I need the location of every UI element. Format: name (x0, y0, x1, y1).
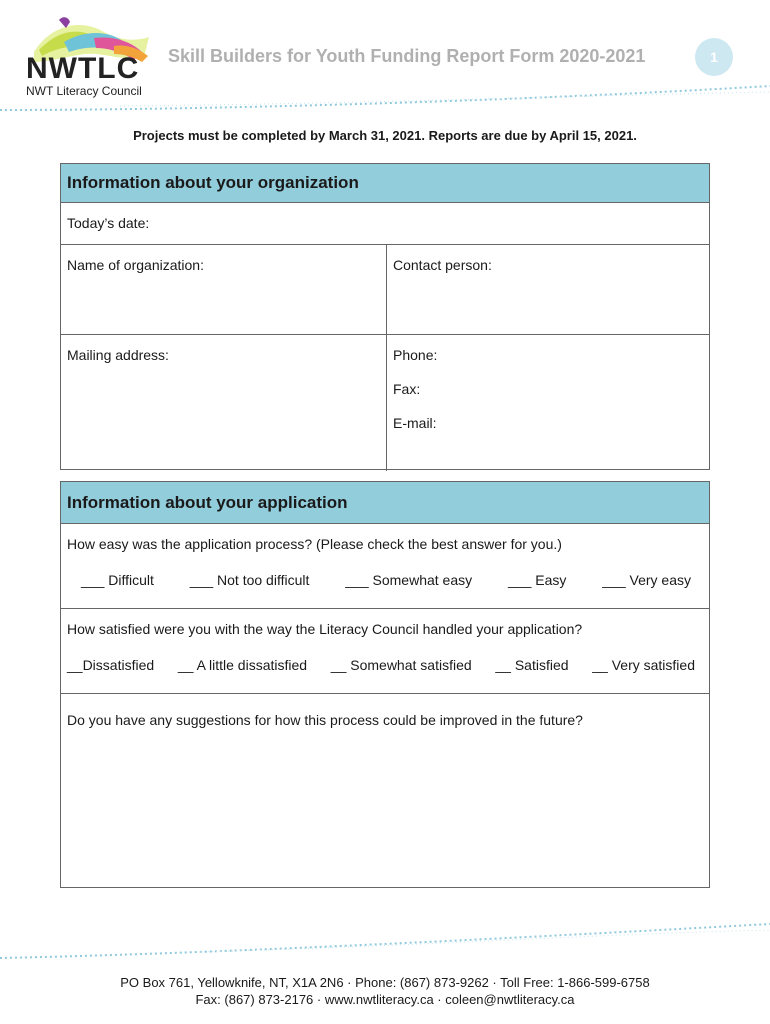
phone-label: Phone: (393, 347, 438, 363)
footer-address-line: PO Box 761, Yellowknife, NT, X1A 2N6 · Phone: (867) 873-9262 · Toll Free: 1-866-599-6758 (120, 975, 650, 990)
footer-web-line: Fax: (867) 873-2176 · www.nwtliteracy.ca · coleen@nwtliteracy.ca (195, 992, 575, 1007)
satisfaction-question: How satisfied were you with the way the Literacy Council handled your application? (67, 621, 583, 637)
org-contact-row (61, 245, 709, 335)
satisfaction-option-dissatisfied[interactable]: __Dissatisfied (67, 657, 155, 673)
organization-section-heading: Information about your organization (61, 164, 709, 203)
ease-option-easy[interactable]: ___ Easy (508, 572, 567, 588)
ease-options (61, 552, 709, 588)
address-contact-row (61, 335, 709, 471)
suggestions-question: Do you have any suggestions for how this process could be improved in the future? (67, 712, 583, 728)
satisfaction-option-satisfied[interactable]: __ Satisfied (495, 657, 569, 673)
ease-question-row (61, 524, 709, 609)
mailing-address-label: Mailing address: (67, 347, 169, 363)
satisfaction-option-somewhat-satisfied[interactable]: __ Somewhat satisfied (330, 657, 472, 673)
ease-question: How easy was the application process? (Please check the best answer for you.) (67, 536, 562, 552)
suggestions-row[interactable] (61, 694, 709, 890)
ease-option-somewhat-easy[interactable]: ___ Somewhat easy (345, 572, 473, 588)
fax-label: Fax: (393, 381, 421, 397)
ease-option-very-easy[interactable]: ___ Very easy (602, 572, 691, 588)
contact-person-field[interactable] (387, 245, 709, 334)
bottom-wave-divider (0, 918, 770, 964)
email-label: E-mail: (393, 415, 437, 431)
todays-date-label: Today’s date: (67, 215, 150, 231)
footer-contact (0, 974, 770, 1008)
todays-date-field[interactable] (61, 203, 709, 244)
contact-person-label: Contact person: (393, 257, 492, 273)
application-section-heading: Information about your application (61, 482, 709, 524)
organization-name-label: Name of organization: (67, 257, 204, 273)
application-section (60, 481, 710, 888)
todays-date-row (61, 203, 709, 245)
mailing-address-field[interactable] (61, 335, 387, 471)
organization-name-field[interactable] (61, 245, 387, 334)
logo-text: NWTLC (26, 52, 140, 85)
logo-subtitle: NWT Literacy Council (26, 84, 142, 98)
ease-option-not-too-difficult[interactable]: ___ Not too difficult (189, 572, 310, 588)
deadline-notice: Projects must be completed by March 31, 2021. Reports are due by April 15, 2021. (133, 128, 637, 143)
satisfaction-question-row (61, 609, 709, 694)
top-wave-divider (0, 82, 770, 116)
ease-option-difficult[interactable]: ___ Difficult (81, 572, 154, 588)
page-number-badge: 1 (695, 38, 733, 76)
satisfaction-option-little-dissatisfied[interactable]: __ A little dissatisfied (177, 657, 308, 673)
satisfaction-options (61, 637, 709, 673)
satisfaction-option-very-satisfied[interactable]: __ Very satisfied (592, 657, 695, 673)
organization-section (60, 163, 710, 470)
contact-details-field[interactable] (387, 335, 709, 471)
page-title: Skill Builders for Youth Funding Report Form 2020-2021 (168, 46, 646, 66)
